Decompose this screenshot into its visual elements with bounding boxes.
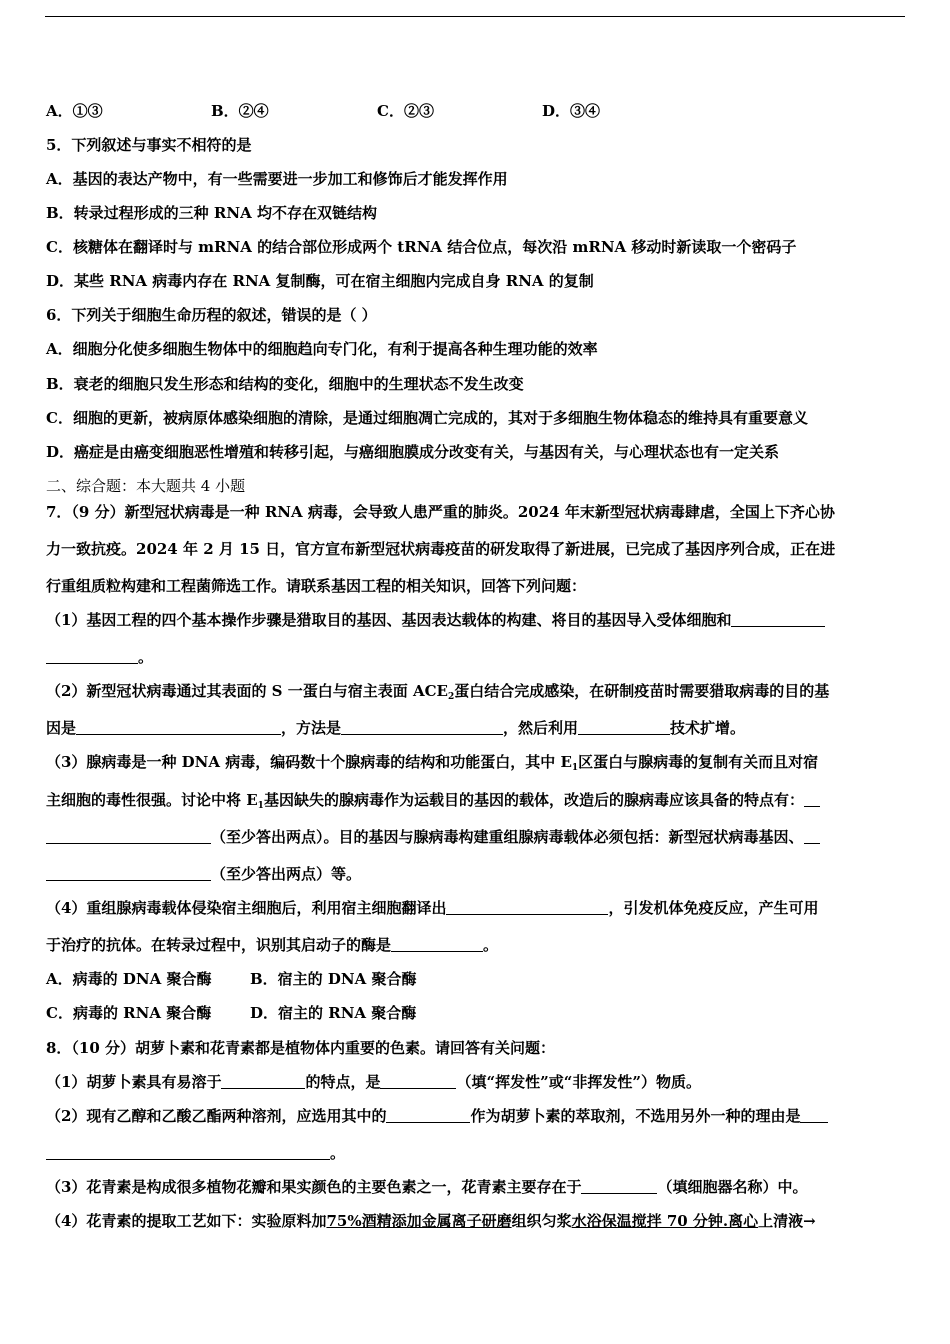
q7-part3-line4: （至少答出两点）等。 [46,864,361,884]
q5-option-d[interactable]: D．某些 RNA 病毒内存在 RNA 复制酶，可在宿主细胞内完成自身 RNA 的复制 [46,272,594,290]
q8-organelle-blank[interactable] [581,1179,657,1194]
q7-technique-blank[interactable] [578,720,670,735]
q7-part2-line1: （2）新型冠状病毒通过其表面的 S 一蛋白与宿主表面 $ACE_2$蛋白结合完成感染，在研制疫苗时需要猎取病毒的目的基 [46,682,830,702]
q7-components-blank-cont[interactable] [46,866,211,881]
q7-option-a[interactable]: A．病毒的 DNA 聚合酶 [46,970,212,988]
q8-part4: （4）花青素的提取工艺如下：实验原料加75%酒精添加金属离子研磨组织匀浆水浴保温搅拌 70 分钟.离心上清液→ [46,1212,816,1230]
q7-part4-line2: 于治疗的抗体。在转录过程中，识别其启动子的酶是 。 [46,936,499,954]
q8-volatility-blank[interactable] [380,1074,456,1089]
q6-option-b[interactable]: B．衰老的细胞只发生形态和结构的变化，细胞中的生理状态不发生改变 [46,375,524,393]
q7-stem-line1: 7．（9 分）新型冠状病毒是一种 RNA 病毒，会导致人患严重的肺炎。2024 年末新型冠状病毒肆虐，全国上下齐心协 [46,503,835,521]
q7-part3-line2: 主细胞的毒性很强。讨论中将 $E_1$基因缺失的腺病毒作为运载目的基因的载体，改造后的腺病毒应该具备的特点有： [46,790,820,816]
header-rule [45,16,905,17]
q5-option-b[interactable]: B．转录过程形成的三种 RNA 均不存在双链结构 [46,204,377,222]
q6-option-d[interactable]: D．癌症是由癌变细胞恶性增殖和转移引起，与癌细胞膜成分改变有关，与基因有关，与心理状态也有一定关系 [46,443,780,461]
q7-features-blank[interactable] [804,792,820,807]
q5-stem: 5．下列叙述与事实不相符的是 [46,136,252,154]
q7-option-d[interactable]: D．宿主的 RNA 聚合酶 [250,1004,417,1022]
q6-stem: 6．下列关于细胞生命历程的叙述，错误的是（ ） [46,306,377,324]
q7-part1-line2: 。 [46,647,153,667]
section-heading: 二、综合题：本大题共 4 小题 [46,477,246,495]
q7-option-b[interactable]: B．宿主的 DNA 聚合酶 [250,970,417,988]
q7-part1-blank-cont[interactable] [46,649,138,664]
q8-stem: 8．（10 分）胡萝卜素和花青素都是植物体内重要的色素。请回答有关问题： [46,1039,556,1057]
q8-extractant-blank[interactable] [386,1108,470,1123]
q7-features-blank-cont[interactable] [46,829,211,844]
q6-option-a[interactable]: A．细胞分化使多细胞生物体中的细胞趋向专门化，有利于提高各种生理功能的效率 [46,340,598,358]
q7-part1-blank[interactable] [731,612,825,627]
q8-solvent-blank[interactable] [221,1074,305,1089]
q8-part2-line1: （2）现有乙醇和乙酸乙酯两种溶剂，应选用其中的 作为胡萝卜素的萃取剂，不选用另外一种的理由是 [46,1106,828,1126]
q7-target-gene-blank[interactable] [76,720,281,735]
q8-part2-line2: 。 [46,1143,345,1163]
q7-stem-line2: 力一致抗疫。2024 年 2 月 15 日，官方宣布新型冠状病毒疫苗的研发取得了新进展，已完成了基因序列合成，正在进 [46,540,836,558]
q7-enzyme-blank[interactable] [391,937,483,952]
q7-stem-line3: 行重组质粒构建和工程菌筛选工作。请联系基因工程的相关知识，回答下列问题： [46,577,587,595]
q8-reason-blank-cont[interactable] [46,1145,330,1160]
q6-option-c[interactable]: C．细胞的更新，被病原体感染细胞的清除，是通过细胞凋亡完成的，其对于多细胞生物体稳态的维持具有重要意义 [46,409,808,427]
q5-option-a[interactable]: A．基因的表达产物中，有一些需要进一步加工和修饰后才能发挥作用 [46,170,508,188]
q8-reason-blank[interactable] [800,1108,828,1123]
q7-part2-line2: 因是 ，方法是 ，然后利用 技术扩增。 [46,719,746,737]
q7-part1-line1: （1）基因工程的四个基本操作步骤是猎取目的基因、基因表达载体的构建、将目的基因导入受体细胞和 [46,610,825,630]
q7-part4-line1: （4）重组腺病毒载体侵染宿主细胞后，利用宿主细胞翻译出 ，引发机体免疫反应，产生可用 [46,899,819,917]
q4-option-a[interactable]: A．①③ [46,102,103,120]
q4-option-c[interactable]: C．②③ [377,102,434,120]
q5-option-c[interactable]: C．核糖体在翻译时与 mRNA 的结合部位形成两个 tRNA 结合位点，每次沿 mRNA 移动时新读取一个密码子 [46,238,797,256]
q7-components-blank[interactable] [804,829,820,844]
q4-option-d[interactable]: D．③④ [542,102,601,120]
q7-part3-line3: （至少答出两点）。目的基因与腺病毒构建重组腺病毒载体必须包括：新型冠状病毒基因、 [46,827,820,847]
q7-part3-line1: （3）腺病毒是一种 DNA 病毒，编码数十个腺病毒的结构和功能蛋白，其中 $E_1$区蛋白与腺病毒的复制有关而且对宿 [46,753,819,773]
q7-option-c[interactable]: C．病毒的 RNA 聚合酶 [46,1004,212,1022]
q7-method-blank[interactable] [341,720,503,735]
q4-option-b[interactable]: B．②④ [211,102,269,120]
q7-protein-blank[interactable] [446,900,608,915]
q8-part1: （1）胡萝卜素具有易溶于 的特点，是 （填“挥发性”或“非挥发性”）物质。 [46,1073,701,1091]
q8-part3: （3）花青素是构成很多植物花瓣和果实颜色的主要色素之一，花青素主要存在于 （填细胞器名称）中。 [46,1178,808,1196]
